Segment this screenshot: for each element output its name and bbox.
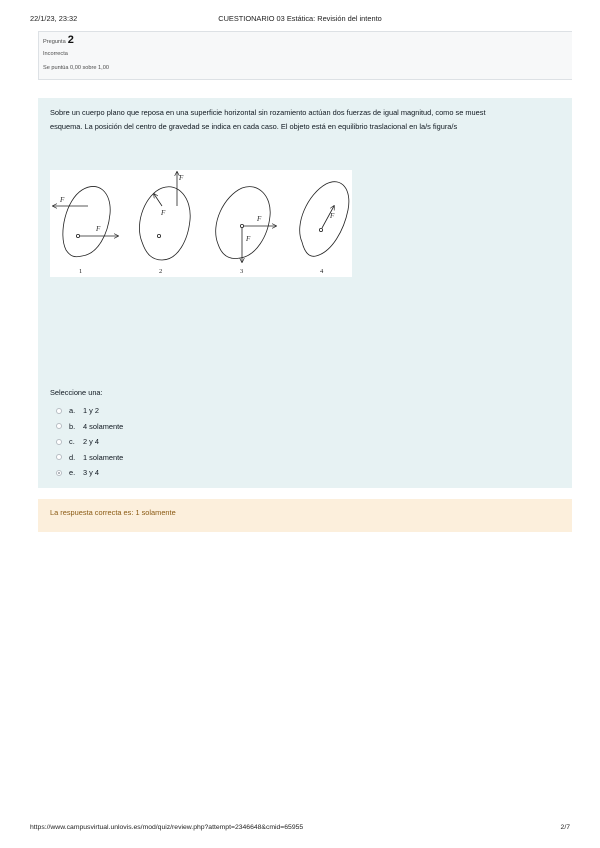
answer-prompt: Seleccione una: [50,388,103,397]
figure-3 [216,187,276,275]
answer-option-b[interactable]: b. 4 solamente [56,419,123,435]
answer-option-a[interactable]: a. 1 y 2 [56,403,123,419]
figure-1 [53,186,118,275]
answer-option-c[interactable]: c. 2 y 4 [56,434,123,450]
radio-button[interactable] [56,408,62,414]
radio-button[interactable] [56,454,62,460]
question-number: Pregunta 2 [43,34,74,46]
answer-option-d[interactable]: d. 1 solamente [56,450,123,466]
vector-label: F [60,196,65,204]
question-number-value: 2 [67,34,74,46]
print-header [30,14,570,26]
question-text-line-2: esquema. La posición del centro de gravedad se indica en cada caso. El objeto está en equilibrio traslacional en la/s figura/s [50,122,458,131]
radio-button[interactable] [56,423,62,429]
figure-label-3: 3 [240,268,244,275]
vector-label: F [246,235,251,243]
print-datetime: 22/1/23, 23:32 [30,14,78,23]
question-content [38,98,572,488]
question-state: Incorrecta [43,51,68,57]
feedback-panel [38,499,572,532]
question-figure [50,170,352,277]
figure-4 [300,182,349,275]
print-footer-url: https://www.campusvirtual.unlovis.es/mod/quiz/review.php?attempt=2346648&cmid=65955 [30,824,304,831]
vector-label: F [257,215,262,223]
answer-options [56,403,123,481]
question-info-panel [38,31,572,80]
figure-label-4: 4 [320,268,324,275]
vector-label: F [96,225,101,233]
correct-answer-text: La respuesta correcta es: 1 solamente [50,508,176,517]
vector-label: F [179,174,184,182]
answer-option-e[interactable]: e. 3 y 4 [56,465,123,481]
print-page-number: 2/7 [560,824,570,831]
question-text-line-1: Sobre un cuerpo plano que reposa en una superficie horizontal sin rozamiento actúan dos fuerzas de igual magnitud, como se muest [50,108,486,117]
figure-label-2: 2 [159,268,163,275]
print-title: CUESTIONARIO 03 Estática: Revisión del intento [218,14,382,23]
vector-label: F [161,209,166,217]
vector-label: F [330,212,335,220]
radio-button[interactable] [56,439,62,445]
figure-label-1: 1 [79,268,83,275]
forces-diagram [50,170,352,277]
question-grade: Se puntúa 0,00 sobre 1,00 [43,65,109,71]
radio-button-selected[interactable] [56,470,62,476]
figure-2 [139,172,190,275]
